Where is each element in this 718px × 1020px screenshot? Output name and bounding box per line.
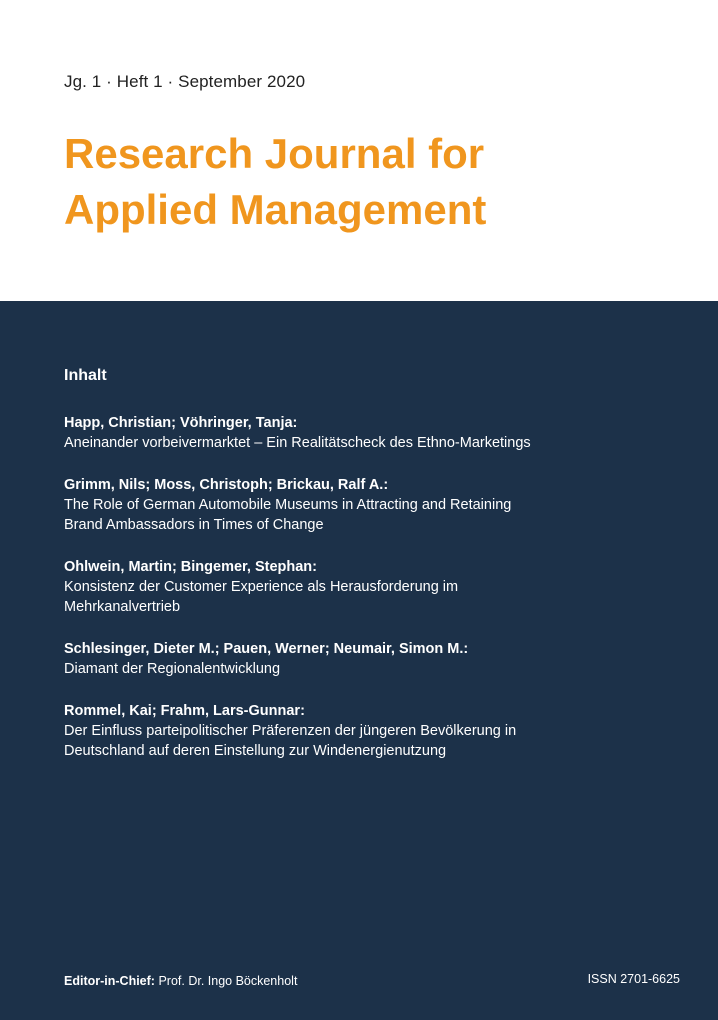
toc-article-title: Diamant der Regionalentwicklung xyxy=(64,661,281,677)
toc-article-title: The Role of German Automobile Museums in Attracting and Retaining Brand Ambassadors in Times of Change xyxy=(64,497,512,533)
toc-article-title: Der Einfluss parteipolitischer Präferenzen der jüngeren Bevölkerung in Deutschland auf deren Einstellung zur Windenergienutzung xyxy=(64,723,517,759)
journal-title xyxy=(64,126,486,238)
issn-number: ISSN 2701-6625 xyxy=(587,972,680,986)
toc-authors: Schlesinger, Dieter M.; Pauen, Werner; Neumair, Simon M.: xyxy=(64,641,469,657)
toc-authors: Grimm, Nils; Moss, Christoph; Brickau, Ralf A.: xyxy=(64,477,389,493)
editor-name: Prof. Dr. Ingo Böckenholt xyxy=(158,974,298,988)
journal-title-line-1: Research Journal for xyxy=(64,130,485,177)
cover-header xyxy=(0,0,718,301)
toc-authors: Happ, Christian; Vöhringer, Tanja: xyxy=(64,415,298,431)
toc-entry xyxy=(64,413,664,453)
contents-heading: Inhalt xyxy=(64,367,107,384)
toc-entry xyxy=(64,639,664,679)
toc-entry xyxy=(64,701,664,761)
journal-title-line-2: Applied Management xyxy=(64,186,487,233)
toc-entry xyxy=(64,475,664,535)
toc-entry xyxy=(64,557,664,617)
toc-article-title: Aneinander vorbeivermarktet – Ein Realitätscheck des Ethno-Marketings xyxy=(64,435,531,451)
toc-authors: Ohlwein, Martin; Bingemer, Stephan: xyxy=(64,559,317,575)
editor-label: Editor-in-Chief: xyxy=(64,974,155,988)
toc-article-title: Konsistenz der Customer Experience als Herausforderung im Mehrkanalvertrieb xyxy=(64,579,459,615)
issue-info: Jg. 1 · Heft 1 · September 2020 xyxy=(64,72,306,91)
editor-in-chief xyxy=(64,974,297,988)
toc-authors: Rommel, Kai; Frahm, Lars-Gunnar: xyxy=(64,703,305,719)
table-of-contents xyxy=(64,413,664,783)
contents-panel xyxy=(0,301,718,1020)
